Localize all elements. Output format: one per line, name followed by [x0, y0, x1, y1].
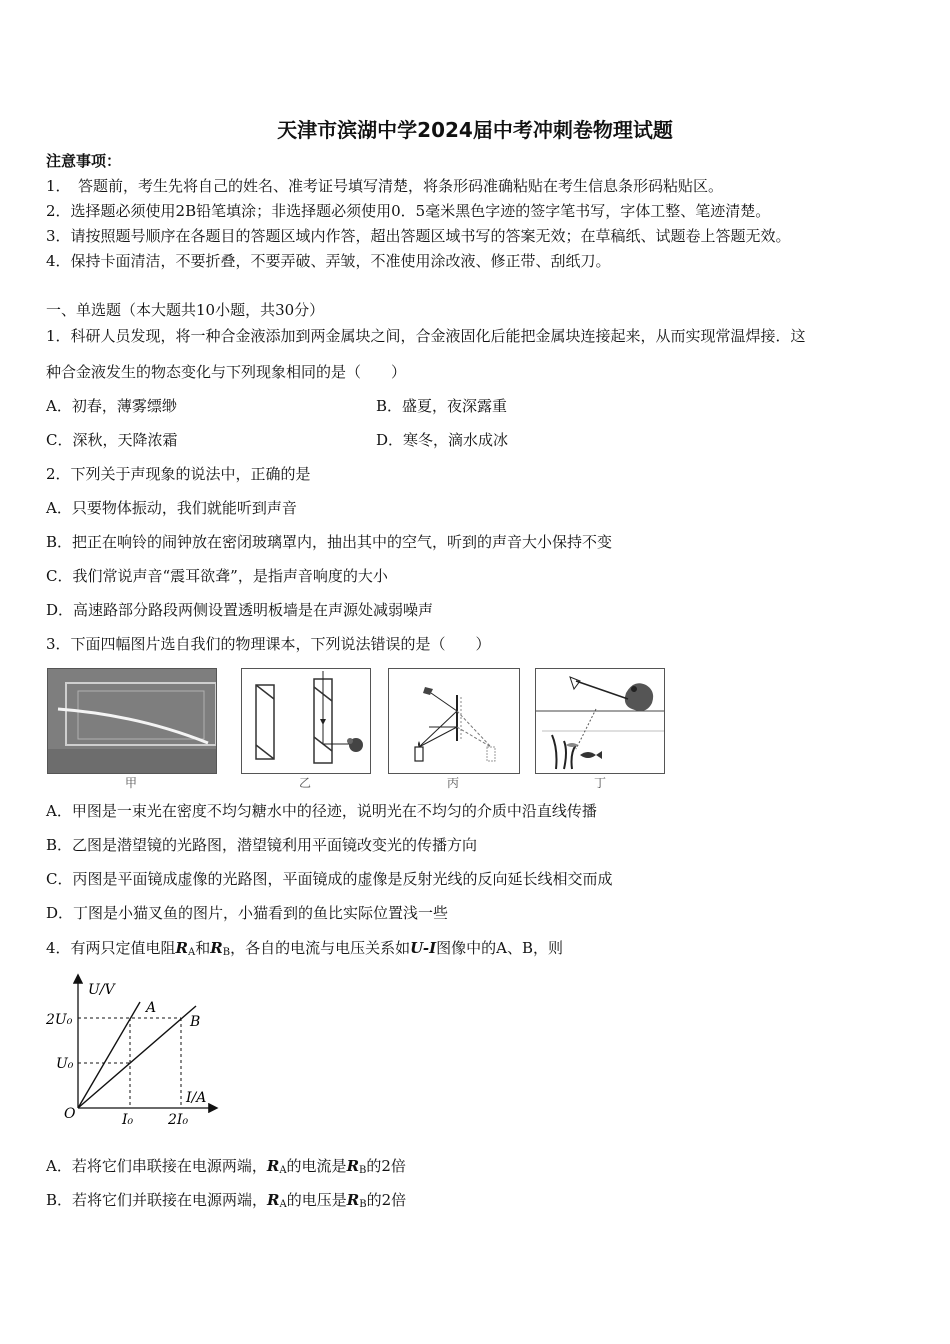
q2-option-d: D．高速路部分路段两侧设置透明板墙是在声源处减弱噪声 — [46, 601, 434, 619]
q3-figure-label-jia: 甲 — [124, 776, 137, 790]
q4-and: 和 — [195, 939, 211, 957]
q4-ui: U-I — [410, 939, 437, 957]
q4-option-a-mid: 的电流是 — [286, 1157, 347, 1175]
notice-heading: 注意事项： — [46, 152, 122, 170]
q4-option-b-post: 的2倍 — [366, 1191, 407, 1209]
q1-option-b: B．盛夏，夜深露重 — [376, 397, 508, 415]
q1-option-c: C．深秋，天降浓霜 — [46, 431, 178, 449]
plane-mirror-diagram — [389, 669, 519, 773]
q3-stem: 3．下面四幅图片选自我们的物理课本，下列说法错误的是（ ） — [46, 635, 491, 653]
q4-option-b-ra: R — [267, 1191, 280, 1209]
notice-item-4: 4．保持卡面清洁，不要折叠，不要弄破、弄皱，不准使用涂改液、修正带、刮纸刀。 — [46, 252, 611, 270]
page-title: 天津市滨湖中学2024届中考冲刺卷物理试题 — [277, 118, 673, 142]
q3-option-a: A．甲图是一束光在密度不均匀糖水中的径迹，说明光在不均匀的介质中沿直线传播 — [46, 802, 597, 820]
q4-ra-sub: A — [188, 947, 196, 958]
q3-option-c: C．丙图是平面镜成虚像的光路图，平面镜成的虚像是反射光线的反向延长线相交而成 — [46, 870, 613, 888]
q4-option-b-rb-sub: B — [359, 1199, 367, 1210]
q4-stem-prefix: 4．有两只定值电阻 — [46, 939, 176, 957]
q4-option-a-post: 的2倍 — [366, 1157, 406, 1175]
q4-rb-sub: B — [222, 947, 231, 958]
q3-figure-ding — [535, 668, 665, 774]
q3-figure-jia — [47, 668, 217, 774]
sugar-water-light-path — [48, 669, 216, 773]
periscope-diagram — [242, 669, 370, 773]
notice-item-1: 1． 答题前，考生先将自己的姓名、准考证号填写清楚，将条形码准确粘贴在考生信息条形码粘贴区。 — [46, 177, 724, 195]
origin-label: O — [64, 1106, 76, 1122]
q4-option-a-rb: R — [346, 1157, 360, 1175]
q3-figure-label-ding: 丁 — [593, 776, 606, 790]
line-b — [78, 1006, 196, 1108]
section-heading: 一、单选题（本大题共10小题，共30分） — [46, 301, 325, 319]
q2-option-c: C．我们常说声音“震耳欲聋”，是指声音响度的大小 — [46, 567, 388, 585]
q3-option-b: B．乙图是潜望镜的光路图，潜望镜利用平面镜改变光的传播方向 — [46, 836, 478, 854]
q4-stem-mid: ，各自的电流与电压关系如 — [230, 939, 411, 957]
y-tick-2u0: 2U₀ — [46, 1012, 73, 1028]
q4-option-b-ra-sub: A — [279, 1199, 287, 1210]
q2-stem: 2．下列关于声现象的说法中，正确的是 — [46, 465, 311, 483]
y-tick-u0: U₀ — [56, 1056, 74, 1072]
q4-option-a-pre: A．若将它们串联接在电源两端， — [46, 1157, 267, 1175]
q3-figure-label-yi: 乙 — [298, 776, 311, 790]
q3-figure-yi — [241, 668, 371, 774]
q1-stem-line2: 种合金液发生的物态变化与下列现象相同的是（ ） — [46, 363, 407, 381]
notice-item-2: 2．选择题必须使用2B铅笔填涂；非选择题必须使用0．5毫米黑色字迹的签字笔书写，字体工整、笔迹清楚。 — [46, 202, 771, 220]
q4-option-b-rb: R — [346, 1191, 360, 1209]
q1-stem-line1: 1．科研人员发现，将一种合金液添加到两金属块之间，合金液固化后能把金属块连接起来，从而实现常温焊接．这 — [46, 327, 806, 345]
q1-option-d: D．寒冬，滴水成冰 — [376, 431, 509, 449]
q4-option-b-pre: B．若将它们并联接在电源两端， — [46, 1191, 268, 1209]
x-tick-i0: I₀ — [122, 1112, 134, 1128]
q2-option-a: A．只要物体振动，我们就能听到声音 — [46, 499, 297, 517]
q4-option-a-ra-sub: A — [279, 1165, 287, 1176]
q4-option-a-ra: R — [266, 1157, 280, 1175]
q2-option-b: B．把正在响铃的闹钟放在密闭玻璃罩内，抽出其中的空气，听到的声音大小保持不变 — [46, 533, 613, 551]
q3-option-d: D．丁图是小猫叉鱼的图片，小猫看到的鱼比实际位置浅一些 — [46, 904, 449, 922]
q3-figure-label-bing: 丙 — [446, 776, 459, 790]
q4-ui-graph — [40, 968, 230, 1128]
q4-option-a-rb-sub: B — [359, 1165, 367, 1176]
x-axis-label: I/A — [186, 1090, 207, 1106]
q4-option-b-mid: 的电压是 — [286, 1191, 347, 1209]
notice-item-3: 3．请按照题号顺序在各题目的答题区域内作答，超出答题区域书写的答案无效；在草稿纸、试题卷上答题无效。 — [46, 227, 791, 245]
q4-stem — [46, 938, 563, 963]
q4-option-a — [46, 1156, 406, 1181]
q3-figure-bing — [388, 668, 520, 774]
x-tick-2i0: 2I₀ — [168, 1112, 189, 1128]
line-b-label: B — [190, 1014, 201, 1030]
cat-fishing-picture — [536, 669, 664, 773]
q1-option-a: A．初春，薄雾缥缈 — [46, 397, 177, 415]
line-a-label: A — [146, 1000, 157, 1016]
q4-stem-suffix: 图像中的A、B，则 — [436, 939, 564, 957]
y-axis-label: U/V — [88, 982, 115, 998]
q4-ra: R — [175, 939, 189, 957]
q4-rb: R — [210, 939, 223, 957]
q4-option-b — [46, 1190, 406, 1215]
